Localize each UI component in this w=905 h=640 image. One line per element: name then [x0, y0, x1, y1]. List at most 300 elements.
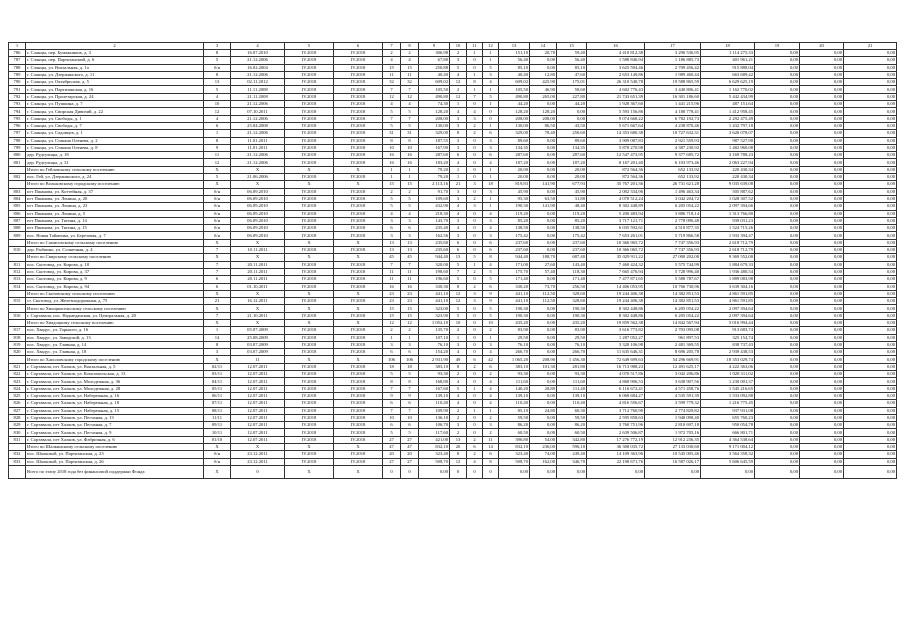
table-cell: 128,20	[530, 108, 557, 115]
table-cell: 2	[450, 371, 467, 378]
table-cell: IV.2018	[334, 86, 383, 93]
table-cell: 12.07.2011	[231, 414, 285, 421]
table-cell: 1 456,30	[557, 356, 587, 363]
table-cell: 35 029 911,22	[587, 254, 645, 261]
table-cell: 1 287 052,27	[587, 334, 645, 341]
table-cell: IV.2018	[285, 327, 334, 334]
table-cell: г. Сланцы, ул. Свободы, д. 7	[26, 122, 204, 129]
subtotal-row	[9, 290, 897, 297]
table-cell: 441,10	[499, 298, 530, 305]
table-cell: 0,00	[844, 436, 897, 443]
table-cell: 1 889 083,98	[701, 276, 755, 283]
table-cell: 10 727 632,31	[645, 130, 701, 137]
table-cell: 0,00	[530, 210, 557, 217]
table-cell: 4	[483, 159, 499, 166]
table-cell: X	[285, 465, 334, 478]
table-cell: 60,50	[557, 429, 587, 436]
table-cell: 810	[9, 247, 26, 254]
table-cell: 3	[483, 144, 499, 151]
table-cell: X	[204, 305, 231, 312]
column-number: 15	[557, 43, 587, 50]
table-cell: 5	[450, 385, 467, 392]
table-cell: 0,00	[844, 159, 897, 166]
table-cell: 0,00	[755, 144, 800, 151]
table-cell: 2	[383, 50, 401, 57]
table-cell: 21.12.2006	[231, 152, 285, 159]
table-cell: X	[285, 356, 334, 363]
table-cell: г. Сортавала, пгт Халков, ул. Фабричная, д. 6	[26, 436, 204, 443]
table-cell: 3 564 358,32	[701, 451, 755, 458]
table-cell: 0,00	[844, 57, 897, 64]
table-cell: 2 097 394,66	[701, 203, 755, 210]
table-cell: 0,00	[530, 465, 557, 478]
table-cell: 2 097 394,64	[701, 305, 755, 312]
table-cell: 139,10	[557, 392, 587, 399]
table-cell: 5	[483, 276, 499, 283]
table-cell: 0,00	[755, 378, 800, 385]
table-cell: 0,00	[755, 400, 800, 407]
table-cell: 0	[231, 465, 285, 478]
table-cell: 3	[483, 232, 499, 239]
table-cell: 1	[383, 334, 401, 341]
column-number: 20	[800, 43, 844, 50]
table-cell: 0	[467, 371, 483, 378]
table-cell: 323,00	[419, 305, 450, 312]
table-cell: 5	[401, 203, 419, 210]
table-cell: 0,00	[844, 414, 897, 421]
table-cell: 4	[483, 400, 499, 407]
table-cell: 0	[467, 341, 483, 348]
table-cell: 801	[9, 159, 26, 166]
table-cell: IV.2018	[334, 327, 383, 334]
table-cell: 4	[401, 210, 419, 217]
table-cell: 110,40	[557, 400, 587, 407]
table-cell: 8	[483, 458, 499, 465]
table-cell: 0,00	[844, 341, 897, 348]
table-cell: Итого по Хвощинсельскому сельскому поселению	[26, 305, 204, 312]
table-cell: 609,02	[499, 79, 530, 86]
table-cell: 0,00	[755, 247, 800, 254]
table-cell: 0,00	[800, 392, 844, 399]
table-cell: 8	[450, 451, 467, 458]
table-cell: 3 320 106,98	[587, 341, 645, 348]
table-body	[9, 50, 897, 479]
table-cell: X	[285, 319, 334, 326]
table-cell: 6	[401, 422, 419, 429]
table-cell: 1	[483, 195, 499, 202]
table-cell: 0,00	[530, 319, 557, 326]
table-cell: X	[285, 239, 334, 246]
table-cell: 7	[450, 268, 467, 275]
table-cell: 5 016 994,44	[701, 319, 755, 326]
table-cell: 10 766 730,96	[645, 283, 701, 290]
table-cell: 3	[483, 217, 499, 224]
table-cell: 2	[467, 268, 483, 275]
table-cell: 5	[483, 312, 499, 319]
table-cell: 11	[231, 356, 285, 363]
table-cell: 0,00	[844, 86, 897, 93]
table-cell: IV.2018	[334, 232, 383, 239]
column-number: 10	[450, 43, 467, 50]
table-cell: 1	[401, 166, 419, 173]
table-cell: 5	[383, 108, 401, 115]
table-cell: 106	[401, 356, 419, 363]
table-cell: 8	[450, 283, 467, 290]
table-cell: 9	[401, 392, 419, 399]
table-cell: 795	[9, 115, 26, 122]
table-cell: 5 588 787,67	[645, 276, 701, 283]
table-cell: X	[204, 319, 231, 326]
table-cell: 0,00	[755, 217, 800, 224]
table-cell: 0,00	[800, 422, 844, 429]
column-number: 6	[334, 43, 383, 50]
table-cell: 4 868 906,53	[587, 378, 645, 385]
table-cell: 3	[401, 341, 419, 348]
table-cell: дер. Рудтулицы, д. 18	[26, 152, 204, 159]
table-cell: 838 737,43	[701, 341, 755, 348]
table-cell: 171,00	[499, 261, 530, 268]
table-cell: IV.2018	[334, 247, 383, 254]
table-cell: 832,10	[499, 444, 530, 451]
table-cell: 154,20	[419, 349, 450, 356]
table-cell: 7 747 356,93	[645, 239, 701, 246]
table-cell: 0,00	[530, 64, 557, 71]
table-cell: 220 430,34	[701, 166, 755, 173]
table-cell: 237,60	[499, 239, 530, 246]
table-cell: 0,00	[844, 298, 897, 305]
table-cell: 16	[383, 159, 401, 166]
table-cell: 7	[383, 115, 401, 122]
table-cell: 0,00	[844, 93, 897, 100]
table-cell: 7	[383, 385, 401, 392]
table-cell: 59,50	[557, 414, 587, 421]
table-cell: б/н	[204, 188, 231, 195]
table-cell: 208,90	[530, 356, 557, 363]
table-row	[9, 371, 897, 378]
table-cell: 32	[383, 79, 401, 86]
table-row	[9, 451, 897, 458]
table-cell: IV.2018	[285, 108, 334, 115]
table-cell: 0,00	[800, 319, 844, 326]
table-cell: IV.2018	[334, 57, 383, 64]
table-cell: X	[204, 356, 231, 363]
table-cell: 3 909 087,83	[587, 137, 645, 144]
table-cell: 0	[467, 210, 483, 217]
table-cell: 652 133,92	[645, 174, 701, 181]
table-cell: г. Сортавала, пгт Халков, ул. Набережная, д. 15	[26, 407, 204, 414]
table-cell: 0,00	[755, 210, 800, 217]
table-cell: 208,00	[419, 115, 450, 122]
table-cell: IV.2018	[285, 261, 334, 268]
table-cell: 3	[383, 217, 401, 224]
table-cell: 287,60	[499, 152, 530, 159]
table-cell: 11/11	[204, 414, 231, 421]
table-cell: 342,80	[557, 436, 587, 443]
table-cell: 0,00	[755, 276, 800, 283]
table-cell: IV.2018	[334, 130, 383, 137]
table-cell: 816	[9, 312, 26, 319]
table-cell: 823	[9, 378, 26, 385]
table-cell: IV.2018	[334, 159, 383, 166]
table-cell: 0,00	[844, 407, 897, 414]
table-cell: 0,00	[530, 239, 557, 246]
table-cell: 4	[483, 210, 499, 217]
table-cell: 20.11.2011	[231, 276, 285, 283]
table-cell: 2 939 438,53	[701, 349, 755, 356]
table-cell: 790	[9, 79, 26, 86]
table-cell: X	[334, 254, 383, 261]
table-cell: 3	[383, 341, 401, 348]
table-cell: 134,35	[499, 144, 530, 151]
table-cell: 130,00	[419, 122, 450, 129]
table-cell: IV.2018	[285, 217, 334, 224]
table-cell: 111,40	[557, 385, 587, 392]
table-cell: X	[334, 356, 383, 363]
table-cell: 45,90	[499, 188, 530, 195]
table-cell: 18 353 029,74	[701, 356, 755, 363]
table-cell: 4 070 512,24	[587, 195, 645, 202]
table-cell: 1 065,20	[499, 356, 530, 363]
table-row	[9, 436, 897, 443]
table-cell: 0	[483, 115, 499, 122]
table-cell: 5	[450, 64, 467, 71]
table-cell: 3	[450, 341, 467, 348]
table-cell: 21	[204, 298, 231, 305]
table-cell: 0,00	[755, 327, 800, 334]
table-cell: 11	[383, 276, 401, 283]
table-cell: 2 931,90	[419, 356, 450, 363]
table-cell: 0,00	[800, 93, 844, 100]
table-cell: 0,00	[800, 71, 844, 78]
table-cell: 2 778 090,48	[645, 217, 701, 224]
table-cell: 1	[483, 86, 499, 93]
table-cell: X	[204, 290, 231, 297]
table-cell: 7 653 261,01	[587, 232, 645, 239]
table-cell: 89,60	[499, 137, 530, 144]
column-number: 4	[231, 43, 285, 50]
table-cell: 118,30	[557, 268, 587, 275]
table-cell: X	[231, 181, 285, 188]
table-cell: пос. Хвадус, ул. Заводской, д. 13	[26, 334, 204, 341]
table-row	[9, 64, 897, 71]
subtotal-row	[9, 356, 897, 363]
table-cell: 6 205 054,22	[645, 305, 701, 312]
table-cell: 85,10	[557, 64, 587, 71]
table-cell: пос. Хвадус, ул. Главная, д. 14	[26, 341, 204, 348]
table-cell: 0,00	[800, 429, 844, 436]
table-cell: 175,01	[557, 79, 587, 86]
table-cell: IV.2018	[334, 429, 383, 436]
table-cell: 8	[467, 79, 483, 86]
table-cell: 826	[9, 400, 26, 407]
table-cell: 4	[450, 225, 467, 232]
table-cell: 0,00	[844, 50, 897, 57]
table-cell: 0,00	[530, 341, 557, 348]
table-cell: 117,60	[419, 429, 450, 436]
table-cell: IV.2018	[285, 422, 334, 429]
table-cell: 12.07.2011	[231, 363, 285, 370]
table-cell: 12	[401, 319, 419, 326]
table-cell: 0,00	[755, 414, 800, 421]
table-cell: 0,00	[755, 429, 800, 436]
table-cell	[9, 181, 26, 188]
table-cell: 5	[383, 371, 401, 378]
table-cell: 107,10	[419, 334, 450, 341]
table-cell: 143,40	[557, 261, 587, 268]
table-cell: 0,00	[844, 305, 897, 312]
table-cell: 3 639 304,16	[701, 283, 755, 290]
table-cell: 8	[204, 71, 231, 78]
table-row	[9, 334, 897, 341]
table-cell: 9	[483, 298, 499, 305]
table-cell: 0,00	[844, 239, 897, 246]
table-cell: 0,00	[844, 254, 897, 261]
table-cell: 10 366 965,72	[587, 239, 645, 246]
table-cell: 3	[467, 298, 483, 305]
table-cell: 60,50	[499, 429, 530, 436]
table-cell: 54,00	[530, 436, 557, 443]
table-cell: 792	[9, 93, 26, 100]
table-cell: 0,00	[499, 465, 530, 478]
table-cell: 822	[9, 371, 26, 378]
table-cell: 5	[401, 122, 419, 129]
table-row	[9, 378, 897, 385]
table-cell: 3	[483, 422, 499, 429]
table-cell: 7	[204, 261, 231, 268]
table-cell: 786	[9, 50, 26, 57]
table-cell: 15	[401, 181, 419, 188]
table-cell: 937 931,08	[701, 407, 755, 414]
table-cell: 1 028 307,52	[701, 195, 755, 202]
table-cell: 4	[204, 115, 231, 122]
table-cell: 4	[450, 159, 467, 166]
table-cell: 3	[450, 115, 467, 122]
table-cell: 07/11	[204, 400, 231, 407]
table-cell: 4	[450, 210, 467, 217]
table-cell: 21	[450, 181, 467, 188]
table-cell: 12	[204, 159, 231, 166]
table-row	[9, 217, 897, 224]
table-cell: 7	[401, 115, 419, 122]
table-cell: 227,80	[557, 93, 587, 100]
table-cell: г. Сортавала, пгт Халков, ул. Комсомольская, д. 13	[26, 371, 204, 378]
table-row	[9, 93, 897, 100]
table-cell: 2 063 227,94	[701, 159, 755, 166]
table-cell: 78,40	[530, 130, 557, 137]
table-cell: пос. Скотовод, ул. Кирова, д. 10	[26, 261, 204, 268]
table-cell: 12 491 625,17	[645, 363, 701, 370]
table-cell: 250,88	[419, 64, 450, 71]
table-cell: 20	[401, 451, 419, 458]
table-cell: 797	[9, 130, 26, 137]
table-cell: 06.09.2010	[231, 188, 285, 195]
table-cell: 328,60	[557, 298, 587, 305]
column-number: 16	[587, 43, 645, 50]
table-cell: X	[334, 444, 383, 451]
table-cell: 3	[401, 232, 419, 239]
table-row	[9, 400, 897, 407]
table-cell: 59,50	[499, 414, 530, 421]
table-cell: 0,00	[844, 174, 897, 181]
table-cell: 0,00	[800, 334, 844, 341]
table-cell: 21 743 651,39	[587, 93, 645, 100]
table-cell: 0,00	[844, 79, 897, 86]
table-cell: 1 052,10	[419, 319, 450, 326]
table-cell: 27,60	[530, 261, 557, 268]
table-cell: 0	[450, 465, 467, 478]
table-cell: 396,80	[499, 436, 530, 443]
table-cell: 5	[450, 261, 467, 268]
table-cell: 323,90	[419, 312, 450, 319]
table-row	[9, 57, 897, 64]
column-number: 1	[9, 43, 26, 50]
table-cell: 21.12.2006	[231, 101, 285, 108]
table-cell: 806	[9, 210, 26, 217]
table-cell: 655 760,23	[701, 414, 755, 421]
table-cell: 06.09.2010	[231, 225, 285, 232]
table-cell: 0,00	[800, 261, 844, 268]
table-cell: 63,50	[530, 195, 557, 202]
table-cell: 0	[467, 334, 483, 341]
table-cell: пгт Пшанова, ул. Тигина, д. 14	[26, 217, 204, 224]
table-cell: 804	[9, 195, 26, 202]
table-cell: 28,80	[530, 385, 557, 392]
table-cell: 250,60	[557, 130, 587, 137]
table-cell: 198,60	[419, 268, 450, 275]
table-cell: 249,40	[557, 451, 587, 458]
table-cell: 0	[467, 312, 483, 319]
table-cell: 1	[483, 166, 499, 173]
table-cell: 7	[401, 86, 419, 93]
table-cell: 872 564,36	[587, 174, 645, 181]
table-cell: 330,30	[419, 283, 450, 290]
table-cell: г. Сортавала, пгт Халков, ул. Молодежная, д. 36	[26, 378, 204, 385]
table-cell: 14 382 851,53	[645, 298, 701, 305]
table-cell: Итого по Самисовскому сельскому поселению	[26, 239, 204, 246]
table-cell: 0,00	[844, 276, 897, 283]
table-cell: 0,00	[844, 349, 897, 356]
table-cell: 0,00	[844, 210, 897, 217]
table-cell: 86,50	[530, 122, 557, 129]
table-cell: 1 216 775,45	[701, 400, 755, 407]
table-cell: 190,30	[557, 312, 587, 319]
table-cell: 0,00	[755, 122, 800, 129]
table-cell: IV.2018	[285, 57, 334, 64]
table-cell: 0,00	[755, 444, 800, 451]
table-cell	[9, 444, 26, 451]
table-cell: IV.2018	[334, 71, 383, 78]
table-cell: 13	[450, 436, 467, 443]
table-row	[9, 312, 897, 319]
table-cell: IV.2018	[285, 159, 334, 166]
table-cell: 10	[450, 319, 467, 326]
table-cell: IV.2018	[285, 210, 334, 217]
table-cell: 76,10	[557, 341, 587, 348]
table-cell: X	[231, 305, 285, 312]
table-cell: 0	[467, 319, 483, 326]
table-cell: 0,00	[530, 312, 557, 319]
table-cell: IV.2018	[334, 50, 383, 57]
table-cell: 1 989 460,44	[645, 71, 701, 78]
table-cell: 4 571 458,76	[645, 385, 701, 392]
table-cell: 23	[401, 290, 419, 297]
table-cell: б/н	[204, 217, 231, 224]
table-cell: 03.07.2009	[231, 349, 285, 356]
table-cell: Итого по Шалкинскому сельскому поселению	[26, 444, 204, 451]
table-cell: 505 887,62	[701, 188, 755, 195]
table-cell: б/н	[204, 64, 231, 71]
table-cell: 2	[483, 414, 499, 421]
